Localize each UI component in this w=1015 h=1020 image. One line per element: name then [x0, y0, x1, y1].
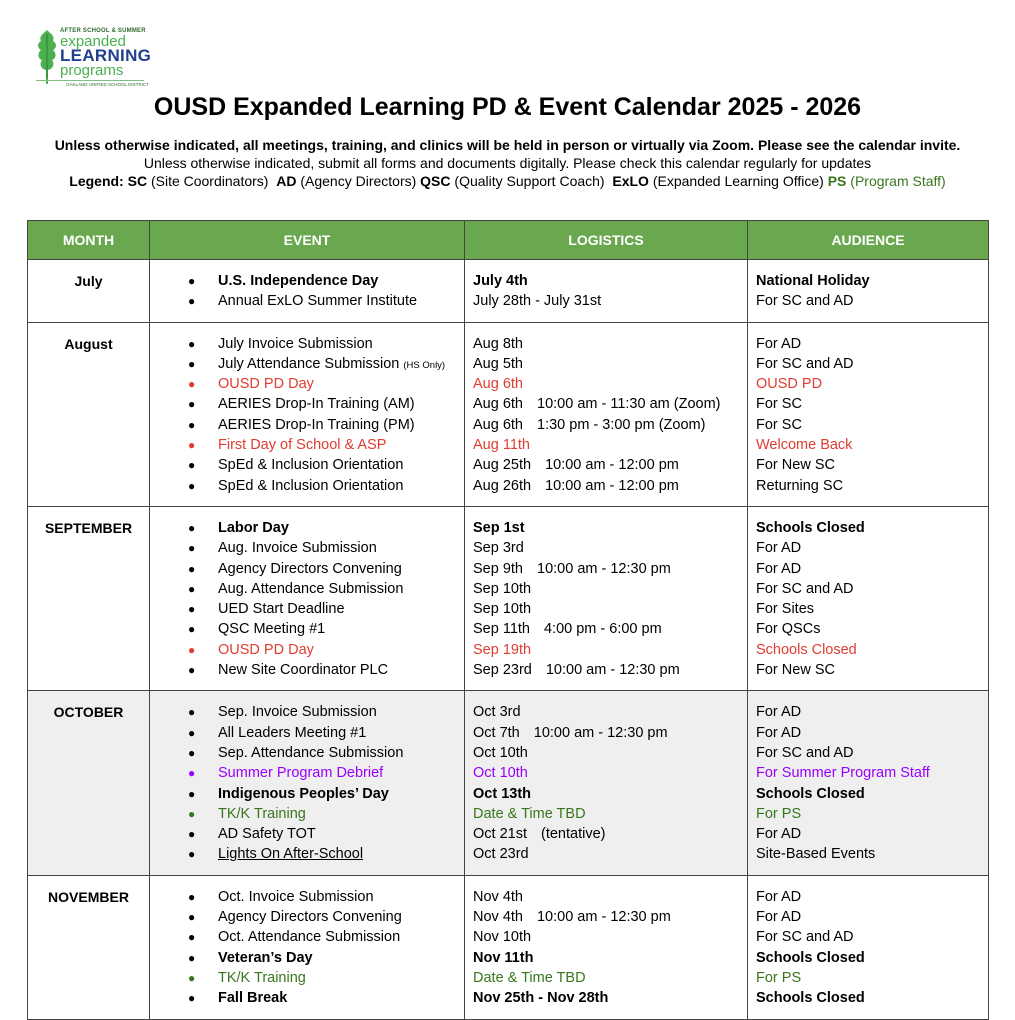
logistics-item [465, 743, 747, 763]
audience-item: For SC and AD [756, 580, 854, 597]
calendar-table [27, 220, 989, 1020]
intro-line-2: Unless otherwise indicated, submit all forms and documents digitally. Please check this calendar regularly for updates [143, 155, 872, 171]
event-item [150, 334, 464, 354]
event-name: Fall Break [218, 990, 288, 1007]
bullet-icon: ● [188, 294, 196, 309]
bullet-icon: ● [188, 356, 196, 371]
audience-item: For New SC [756, 662, 835, 679]
event-date: Oct 10th [473, 765, 528, 782]
month-cell [28, 875, 150, 1019]
event-item [150, 538, 464, 558]
legend-ps-desc: (Program Staff) [850, 173, 946, 189]
logistics-item [465, 374, 747, 394]
event-time: (tentative) [541, 826, 606, 843]
audience-item: Schools Closed [756, 519, 865, 536]
logistics-item [465, 579, 747, 599]
bullet-icon: ● [188, 274, 196, 288]
event-item [150, 476, 464, 496]
event-item [150, 415, 464, 435]
audience-item: Site-Based Events [756, 846, 876, 863]
audience-item: For PS [756, 805, 802, 822]
event-name: Agency Directors Convening [218, 560, 402, 577]
audience-cell [748, 322, 989, 506]
event-time: 10:00 am - 12:30 pm [545, 662, 680, 679]
event-date: Date & Time TBD [473, 805, 586, 822]
event-name: SpEd & Inclusion Orientation [218, 477, 404, 494]
logistics-item [465, 907, 747, 927]
audience-item: For AD [756, 335, 802, 352]
event-date: July 28th - July 31st [473, 293, 602, 310]
event-name: Annual ExLO Summer Institute [218, 293, 418, 310]
month-row [28, 875, 989, 1019]
event-name: Agency Directors Convening [218, 909, 402, 926]
event-item [150, 763, 464, 783]
event-item [150, 660, 464, 680]
audience-item: OUSD PD [756, 376, 823, 393]
event-name: TK/K Training [218, 969, 306, 986]
audience-item: For SC [756, 396, 802, 413]
month-row [28, 506, 989, 690]
event-date: Nov 4th [473, 909, 523, 926]
event-date: Nov 25th - Nov 28th [473, 990, 609, 1007]
bullet-icon: ● [188, 827, 196, 842]
bullet-icon: ● [188, 970, 196, 985]
column-header-month: MONTH [28, 221, 150, 260]
legend-label: Legend: [69, 173, 124, 189]
legend-qsc: QSC [420, 173, 451, 189]
event-name: Sep. Invoice Submission [218, 704, 377, 721]
bullet-icon: ● [188, 581, 196, 596]
month-label: NOVEMBER [48, 888, 129, 905]
month-label: SEPTEMBER [44, 519, 133, 536]
expanded-learning-logo [34, 26, 152, 90]
event-name: Veteran’s Day [218, 949, 313, 966]
event-date: Nov 11th [473, 949, 534, 966]
event-date: Aug 6th [473, 376, 523, 393]
logistics-item [465, 394, 747, 414]
bullet-icon: ● [188, 438, 196, 453]
month-row [28, 260, 989, 323]
event-date: Sep 19th [473, 641, 532, 658]
event-item [150, 374, 464, 394]
event-time: 10:00 am - 12:30 pm [537, 560, 671, 577]
audience-item: For AD [756, 560, 802, 577]
bullet-icon: ● [188, 642, 196, 657]
column-header-audience: AUDIENCE [748, 221, 989, 260]
event-item [150, 743, 464, 763]
event-cell [150, 260, 465, 323]
logo-org-name: OAKLAND UNIFIED SCHOOL DISTRICT [66, 82, 149, 87]
event-item [150, 968, 464, 988]
event-item [150, 271, 464, 291]
logistics-cell [465, 506, 748, 690]
column-header-logistics: LOGISTICS [465, 221, 748, 260]
logistics-item [465, 763, 747, 783]
logistics-item [465, 640, 747, 660]
event-name: All Leaders Meeting #1 [218, 724, 367, 741]
bullet-icon: ● [188, 930, 196, 945]
month-row [28, 691, 989, 875]
legend-sc: SC [127, 173, 148, 189]
event-name: Oct. Invoice Submission [218, 888, 374, 905]
event-time: 10:00 am - 12:30 pm [533, 724, 668, 741]
audience-item: For SC and AD [756, 293, 854, 310]
event-date: July 4th [473, 273, 528, 289]
bullet-icon: ● [188, 745, 196, 760]
event-cell [150, 691, 465, 875]
legend-ad: AD [276, 173, 297, 189]
event-item [150, 291, 464, 311]
bullet-icon: ● [188, 910, 196, 925]
event-date: Date & Time TBD [473, 969, 586, 986]
event-name: AERIES Drop-In Training (PM) [218, 416, 415, 433]
logistics-item [465, 518, 747, 538]
bullet-icon: ● [188, 336, 196, 351]
event-date: Sep 10th [473, 580, 532, 597]
logistics-cell [465, 691, 748, 875]
event-item [150, 435, 464, 455]
audience-item: For AD [756, 724, 802, 741]
audience-item: For QSCs [756, 621, 821, 638]
event-item [150, 948, 464, 968]
event-name: OUSD PD Day [218, 376, 314, 393]
event-name: First Day of School & ASP [218, 437, 387, 454]
event-date: Aug 26th [473, 477, 532, 494]
intro-text [0, 136, 1015, 190]
bullet-icon: ● [188, 417, 196, 432]
event-name: New Site Coordinator PLC [218, 662, 389, 679]
page-title: OUSD Expanded Learning PD & Event Calendar 2025 - 2026 [153, 93, 862, 121]
event-date: Oct 13th [473, 785, 532, 802]
bullet-icon: ● [188, 458, 196, 473]
logo-word-programs: programs [60, 62, 124, 79]
event-date: Sep 1st [473, 519, 525, 536]
audience-item: Returning SC [756, 477, 844, 494]
event-item [150, 599, 464, 619]
event-name: Summer Program Debrief [218, 765, 384, 782]
event-cell [150, 875, 465, 1019]
logistics-item [465, 538, 747, 558]
audience-cell [748, 691, 989, 875]
audience-item: For SC and AD [756, 744, 854, 761]
bullet-icon: ● [188, 950, 196, 965]
event-name: July Invoice Submission [218, 335, 373, 352]
event-name: Lights On After-School [218, 846, 364, 863]
event-item [150, 844, 464, 864]
bullet-icon: ● [188, 806, 196, 821]
logistics-item [465, 559, 747, 579]
logistics-item [465, 354, 747, 374]
month-label: July [74, 273, 103, 289]
logistics-cell [465, 322, 748, 506]
column-header-event: EVENT [150, 221, 465, 260]
event-time: 10:00 am - 12:00 pm [545, 477, 679, 494]
audience-item: For Sites [756, 601, 815, 618]
bullet-icon: ● [188, 397, 196, 412]
logo-word-expanded: expanded [60, 33, 126, 50]
audience-item: For AD [756, 909, 802, 926]
audience-item: Schools Closed [756, 949, 865, 966]
event-item [150, 927, 464, 947]
logistics-item [465, 988, 747, 1008]
legend-exlo: ExLO [612, 173, 649, 189]
event-date: Oct 10th [473, 744, 528, 761]
bullet-icon: ● [188, 786, 196, 801]
event-date: Aug 8th [473, 335, 523, 352]
event-date: Aug 5th [473, 355, 523, 372]
logistics-item [465, 968, 747, 988]
logistics-item [465, 927, 747, 947]
event-note: (HS Only) [403, 359, 446, 371]
logistics-item [465, 291, 747, 311]
event-cell [150, 506, 465, 690]
logistics-item [465, 784, 747, 804]
event-name: UED Start Deadline [218, 601, 345, 618]
calendar-body [28, 260, 989, 1020]
bullet-icon: ● [188, 520, 196, 535]
event-date: Sep 23rd [473, 662, 532, 679]
bullet-icon: ● [188, 478, 196, 493]
logistics-item [465, 804, 747, 824]
event-time: 10:00 am - 12:00 pm [545, 457, 679, 474]
audience-cell [748, 260, 989, 323]
month-label: August [64, 335, 113, 352]
audience-item: For Summer Program Staff [756, 765, 930, 782]
event-date: Sep 9th [473, 560, 523, 577]
event-item [150, 723, 464, 743]
logistics-item [465, 702, 747, 722]
event-time: 1:30 pm - 3:00 pm (Zoom) [537, 416, 706, 433]
event-name: Sep. Attendance Submission [218, 744, 404, 761]
event-time: 10:00 am - 12:30 pm [536, 909, 671, 926]
audience-item: For PS [756, 969, 802, 986]
logistics-item [465, 271, 747, 291]
event-item [150, 354, 464, 374]
legend-exlo-desc: (Expanded Learning Office) [652, 173, 824, 189]
event-item [150, 907, 464, 927]
logistics-cell [465, 875, 748, 1019]
logistics-item [465, 844, 747, 864]
legend [0, 172, 1015, 190]
month-cell [28, 506, 150, 690]
bullet-icon: ● [188, 663, 196, 678]
audience-item: National Holiday [756, 273, 870, 289]
logistics-item [465, 948, 747, 968]
event-cell [150, 322, 465, 506]
intro-line-1: Unless otherwise indicated, all meetings, training, and clinics will be held in person or virtually via Zoom. Please see the calendar invite. [54, 137, 961, 153]
logistics-item [465, 455, 747, 475]
legend-ad-desc: (Agency Directors) [300, 173, 417, 189]
event-name: AD Safety TOT [218, 826, 316, 843]
event-item [150, 559, 464, 579]
event-name: TK/K Training [218, 805, 306, 822]
event-item [150, 702, 464, 722]
event-date: Oct 7th [473, 724, 520, 741]
logistics-item [465, 660, 747, 680]
event-item [150, 579, 464, 599]
event-time: 4:00 pm - 6:00 pm [543, 621, 662, 638]
bullet-icon: ● [188, 991, 196, 1006]
logistics-item [465, 599, 747, 619]
event-name: Oct. Attendance Submission [218, 929, 401, 946]
event-name: Indigenous Peoples’ Day [218, 785, 389, 802]
event-item [150, 824, 464, 844]
legend-qsc-desc: (Quality Support Coach) [454, 173, 605, 189]
audience-cell [748, 875, 989, 1019]
event-date: Aug 11th [473, 437, 530, 454]
event-name: Labor Day [218, 519, 289, 536]
audience-item: For SC [756, 416, 802, 433]
event-item [150, 518, 464, 538]
event-item [150, 804, 464, 824]
bullet-icon: ● [188, 377, 196, 392]
audience-item: Schools Closed [756, 990, 865, 1007]
audience-item: For SC and AD [756, 355, 854, 372]
event-date: Oct 21st [473, 826, 527, 843]
event-item [150, 394, 464, 414]
month-cell [28, 260, 150, 323]
event-date: Aug 6th [473, 396, 523, 413]
table-header-row [28, 221, 989, 260]
bullet-icon: ● [188, 705, 196, 720]
audience-cell [748, 506, 989, 690]
month-row [28, 322, 989, 506]
logo-tagline: AFTER SCHOOL & SUMMER [60, 28, 146, 34]
logistics-item [465, 334, 747, 354]
legend-ps: PS [827, 173, 847, 189]
event-date: Aug 25th [473, 457, 532, 474]
bullet-icon: ● [188, 561, 196, 576]
logistics-item [465, 415, 747, 435]
event-name: July Attendance Submission [218, 355, 400, 372]
bullet-icon: ● [188, 847, 196, 862]
bullet-icon: ● [188, 889, 196, 904]
oak-leaf-icon [36, 28, 58, 86]
bullet-icon: ● [188, 602, 196, 617]
event-date: Sep 10th [473, 601, 532, 618]
month-label: OCTOBER [53, 704, 124, 721]
event-date: Sep 11th [473, 621, 530, 638]
bullet-icon: ● [188, 541, 196, 556]
event-item [150, 784, 464, 804]
event-name: U.S. Independence Day [218, 273, 379, 289]
bullet-icon: ● [188, 766, 196, 781]
logistics-item [465, 723, 747, 743]
event-date: Nov 4th [473, 888, 523, 905]
event-item [150, 988, 464, 1008]
event-name: OUSD PD Day [218, 641, 314, 658]
event-name: SpEd & Inclusion Orientation [218, 457, 404, 474]
event-name: QSC Meeting #1 [218, 621, 326, 638]
month-cell [28, 691, 150, 875]
event-date: Sep 3rd [473, 540, 524, 557]
logistics-cell [465, 260, 748, 323]
event-item [150, 455, 464, 475]
bullet-icon: ● [188, 622, 196, 637]
audience-item: Welcome Back [756, 437, 853, 454]
legend-sc-desc: (Site Coordinators) [150, 173, 269, 189]
event-item [150, 619, 464, 639]
event-date: Oct 23rd [473, 846, 529, 863]
audience-item: For AD [756, 888, 802, 905]
audience-item: Schools Closed [756, 641, 857, 658]
audience-item: Schools Closed [756, 785, 865, 802]
logistics-item [465, 435, 747, 455]
event-item [150, 640, 464, 660]
event-item [150, 887, 464, 907]
event-time: 10:00 am - 11:30 am (Zoom) [537, 396, 721, 413]
audience-item: For AD [756, 826, 802, 843]
audience-item: For AD [756, 704, 802, 721]
logo-divider [36, 80, 144, 81]
audience-item: For New SC [756, 457, 835, 474]
logistics-item [465, 887, 747, 907]
audience-item: For SC and AD [756, 929, 854, 946]
logistics-item [465, 619, 747, 639]
event-name: AERIES Drop-In Training (AM) [218, 396, 415, 413]
month-cell [28, 322, 150, 506]
event-name: Aug. Invoice Submission [218, 540, 377, 557]
logo-word-learning: LEARNING [60, 46, 152, 65]
event-date: Oct 3rd [473, 704, 521, 721]
logistics-item [465, 824, 747, 844]
event-date: Aug 6th [473, 416, 523, 433]
event-name: Aug. Attendance Submission [218, 580, 404, 597]
bullet-icon: ● [188, 725, 196, 740]
audience-item: For AD [756, 540, 802, 557]
event-date: Nov 10th [473, 929, 532, 946]
logistics-item [465, 476, 747, 496]
